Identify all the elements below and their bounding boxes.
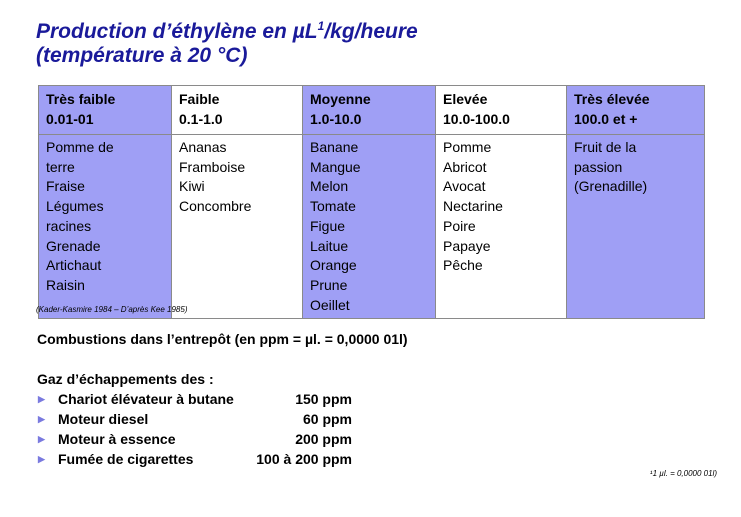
exhaust-value: 200 ppm (295, 431, 352, 447)
triangle-right-icon: ▶ (38, 394, 45, 404)
list-item: racines (46, 217, 92, 234)
column-header-tres-faible: Très faible 0.01-01 (39, 86, 172, 135)
list-item: Pomme (443, 139, 492, 155)
list-item (38, 409, 358, 429)
list-item (38, 389, 358, 409)
exhaust-label: Fumée de cigarettes (58, 451, 194, 467)
footnote: ¹1 µl. = 0,0000 01l) (649, 469, 717, 478)
list-item: terre (46, 158, 75, 175)
combustion-heading: Combustions dans l’entrepôt (en ppm = µl. = 0,0000 01l) (37, 331, 408, 347)
list-item: Laitue (310, 237, 349, 254)
cell-tres-faible-items (39, 135, 172, 319)
list-item: Framboise (179, 158, 246, 175)
list-item: Concombre (179, 198, 252, 215)
list-item: Papaye (443, 237, 491, 254)
source-citation: (Kader-Kasmire 1984 – D’après Kee 1985) (36, 305, 188, 314)
list-item: Artichaut (46, 257, 102, 274)
list-item: Melon (310, 178, 349, 195)
list-item: Kiwi (179, 178, 205, 195)
triangle-right-icon: ▶ (38, 434, 45, 444)
column-header-tres-elevee: Très élevée 100.0 et + (567, 86, 705, 135)
cell-tres-elevee-items (567, 135, 705, 319)
list-item: Fraise (46, 178, 85, 195)
exhaust-value: 150 ppm (295, 391, 352, 407)
list-item: Grenade (46, 237, 101, 254)
list-item: Banane (310, 139, 359, 155)
list-item: Ananas (179, 139, 227, 155)
title-line2: (température à 20 °C) (36, 44, 248, 67)
title-line1-unit: /kg/heure (324, 20, 418, 43)
title-superscript: 1 (317, 19, 325, 33)
page-title (36, 20, 418, 68)
list-item: Oeillet (310, 296, 350, 313)
list-item: Nectarine (443, 198, 503, 215)
exhaust-label: Chariot élévateur à butane (58, 391, 234, 407)
column-header-moyenne: Moyenne 1.0-10.0 (303, 86, 436, 135)
list-item: Légumes (46, 198, 104, 215)
list-item: Pomme de (46, 139, 114, 155)
exhaust-value: 100 à 200 ppm (256, 451, 352, 467)
list-item: Tomate (310, 198, 356, 215)
list-item: Figue (310, 217, 346, 234)
cell-faible-items (172, 135, 303, 319)
column-header-elevee: Elevée 10.0-100.0 (436, 86, 567, 135)
exhaust-label: Moteur à essence (58, 431, 176, 447)
triangle-right-icon: ▶ (38, 454, 45, 464)
list-item: Orange (310, 257, 357, 274)
triangle-right-icon: ▶ (38, 414, 45, 424)
exhaust-list (38, 389, 358, 469)
cell-elevee-items (436, 135, 567, 319)
list-item: Avocat (443, 178, 486, 195)
list-item: Prune (310, 276, 348, 293)
table-header-row (39, 86, 705, 135)
list-item: passion (574, 158, 623, 175)
exhaust-value: 60 ppm (302, 411, 352, 427)
list-item: Abricot (443, 158, 487, 175)
list-item: (Grenadille) (574, 178, 648, 195)
list-item (38, 429, 358, 449)
title-line1-main: Production d’éthylène en µL (36, 20, 318, 43)
list-item: Poire (443, 217, 476, 234)
column-header-faible: Faible 0.1-1.0 (172, 86, 303, 135)
exhaust-heading: Gaz d’échappements des : (37, 371, 214, 387)
list-item: Raisin (46, 276, 85, 293)
exhaust-label: Moteur diesel (58, 411, 149, 427)
list-item (38, 449, 358, 469)
table-row (39, 135, 705, 319)
list-item: Mangue (310, 158, 361, 175)
ethylene-table (38, 85, 705, 319)
cell-moyenne-items (303, 135, 436, 319)
list-item: Pêche (443, 257, 483, 274)
list-item: Fruit de la (574, 139, 637, 155)
